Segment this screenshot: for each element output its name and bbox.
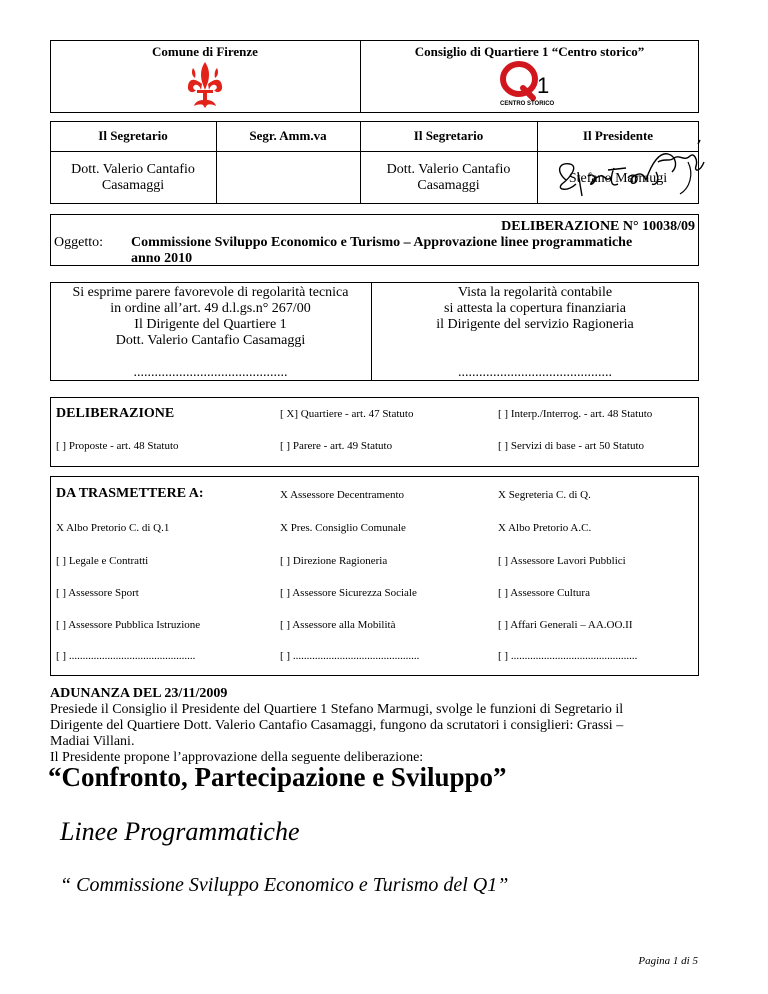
trasmettere-row-3-col-1: [ ] Legale e Contratti: [56, 555, 149, 567]
president-signature: [548, 132, 718, 212]
comune-title: Comune di Firenze: [152, 44, 258, 59]
q1-logo: [497, 60, 557, 106]
left-opinion-line3: Il Dirigente del Quartiere 1: [134, 317, 287, 332]
page-number: Pagina 1 di 5: [638, 955, 698, 967]
subject-line1: Commissione Sviluppo Economico e Turismo – Approvazione linee programmatiche: [131, 235, 633, 250]
right-opinion-line1: Vista la regolarità contabile: [457, 285, 613, 300]
subtitle-linee: Linee Programmatiche: [60, 817, 300, 846]
deliberazione-title: DELIBERAZIONE: [56, 406, 175, 421]
trasmettere-row-3-col-2: [ ] Direzione Ragioneria: [280, 555, 388, 567]
trasmettere-box: [50, 476, 699, 676]
document-big-title: “Confronto, Partecipazione e Sviluppo”: [48, 762, 507, 792]
deliberazione-r1c2: [ X] Quartiere - art. 47 Statuto: [280, 408, 414, 420]
body-line1: Presiede il Consiglio il Presidente del Quartiere 1 Stefano Marmugi, svolge le funzioni di Segretario il: [50, 702, 624, 717]
trasmettere-row-6-col-1: [ ] ..............................................: [56, 650, 196, 662]
trasmettere-row-4-col-1: [ ] Assessore Sport: [56, 587, 139, 599]
right-opinion-line3: il Dirigente del servizio Ragioneria: [436, 317, 634, 332]
deliberazione-r2c3: [ ] Servizi di base - art 50 Statuto: [498, 440, 645, 452]
subtitle-commissione: “ Commissione Sviluppo Economico e Turismo del Q1”: [60, 874, 509, 896]
q1-logo-caption: CENTRO STORICO: [500, 101, 555, 106]
consiglio-title: Consiglio di Quartiere 1 “Centro storico”: [414, 44, 645, 59]
body-line4: Il Presidente propone l’approvazione della seguente deliberazione:: [50, 750, 424, 765]
col4-name: Stefano Marmugi: [568, 171, 668, 186]
florence-lily-logo: [185, 60, 225, 110]
col2-head: Segr. Amm.va: [249, 128, 327, 143]
col1-head: Il Segretario: [98, 128, 168, 143]
trasmettere-row-6-col-2: [ ] ..............................................: [280, 650, 420, 662]
q1-logo-number: 1: [537, 73, 550, 98]
trasmettere-title: DA TRASMETTERE A:: [56, 486, 204, 501]
trasmettere-row-4-col-2: [ ] Assessore Sicurezza Sociale: [280, 587, 417, 599]
col1-name-line1: Dott. Valerio Cantafio: [71, 162, 195, 177]
trasmettere-row-2-col-3: X Albo Pretorio A.C.: [498, 522, 592, 534]
subject-label: Oggetto:: [54, 235, 103, 250]
trasmettere-row-4-col-3: [ ] Assessore Cultura: [498, 587, 590, 599]
trasmettere-row-5-col-1: [ ] Assessore Pubblica Istruzione: [56, 619, 201, 631]
trasmettere-row-2-col-1: X Albo Pretorio C. di Q.1: [56, 522, 170, 534]
subject-line2: anno 2010: [131, 251, 193, 266]
trasmettere-row-1-col-2: X Assessore Decentramento: [280, 489, 405, 501]
col4-head: Il Presidente: [582, 128, 654, 143]
trasmettere-row-6-col-3: [ ] ..............................................: [498, 650, 638, 662]
trasmettere-row-5-col-2: [ ] Assessore alla Mobilità: [280, 619, 396, 631]
col1-name-line2: Casamaggi: [101, 178, 165, 193]
trasmettere-row-2-col-2: X Pres. Consiglio Comunale: [280, 522, 406, 534]
col3-name-line2: Casamaggi: [417, 178, 480, 193]
adunanza-heading: ADUNANZA DEL 23/11/2009: [50, 686, 228, 701]
left-opinion-line1: Si esprime parere favorevole di regolarità tecnica: [72, 285, 349, 300]
col3-head: Il Segretario: [413, 128, 484, 143]
trasmettere-row-1-col-3: X Segreteria C. di Q.: [498, 489, 591, 501]
right-opinion-line2: si attesta la copertura finanziaria: [444, 301, 626, 316]
deliberazione-r2c2: [ ] Parere - art. 49 Statuto: [280, 440, 393, 452]
deliberazione-r1c3: [ ] Interp./Interrog. - art. 48 Statuto: [498, 408, 653, 420]
right-signature-dots: ............................................: [458, 365, 612, 380]
trasmettere-row-5-col-3: [ ] Affari Generali – AA.OO.II: [498, 619, 633, 631]
left-opinion-line2: in ordine all’art. 49 d.l.gs.n° 267/00: [110, 301, 311, 316]
col3-name-line1: Dott. Valerio Cantafio: [386, 162, 511, 177]
left-signature-dots: ............................................: [133, 365, 288, 380]
body-line3: Madiai Villani.: [50, 734, 135, 749]
left-opinion-line4: Dott. Valerio Cantafio Casamaggi: [115, 333, 306, 348]
deliberazione-r2c1: [ ] Proposte - art. 48 Statuto: [56, 440, 179, 452]
deliberation-number: DELIBERAZIONE N° 10038/09: [501, 219, 695, 234]
trasmettere-row-3-col-3: [ ] Assessore Lavori Pubblici: [498, 555, 626, 567]
body-line2: Dirigente del Quartiere Dott. Valerio Cantafio Casamaggi, fungono da scrutatori i consiglieri: Grassi –: [50, 718, 624, 733]
